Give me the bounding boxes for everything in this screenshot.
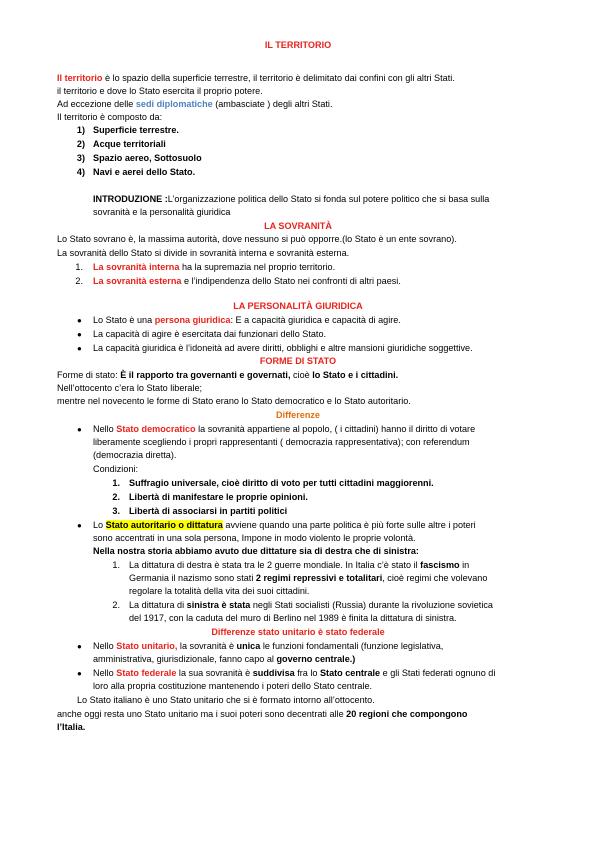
- text-span: amministrativa, giurisdizionale, fanno capo al: [93, 654, 277, 664]
- text-span: La dittatura di destra è stata tra le 2 guerre mondiale. In Italia c’è stato il: [129, 560, 421, 570]
- page-title: IL TERRITORIO: [264, 40, 332, 50]
- text-bold: unica: [236, 641, 261, 651]
- federale-line-3: Lo Stato italiano è uno Stato unitario che si è formato intorno all’ottocento.: [77, 695, 375, 705]
- term-persona-giuridica: persona giuridica: [154, 315, 231, 325]
- text-span: la sovranità è: [177, 641, 237, 651]
- list-item: La capacità di agire è esercitata dai funzionari dello Stato.: [93, 329, 327, 339]
- list-item: Superficie terrestre.: [93, 125, 179, 135]
- text-bold: suddivisa: [252, 668, 295, 678]
- text-bold: Stato centrale: [319, 668, 381, 678]
- dittatura-sinistra-line-2: del 1917, con la caduta del muro di Berlino nel 1989 è finita la dittatura di sinistra.: [129, 613, 457, 623]
- list-item: Libertà di manifestare le proprie opinioni.: [129, 492, 308, 502]
- term-stato-democratico: Stato democratico: [116, 424, 196, 434]
- list-item: Navi e aerei dello Stato.: [93, 167, 196, 177]
- list-item: Spazio aereo, Sottosuolo: [93, 153, 202, 163]
- list-number: 1.: [112, 560, 120, 570]
- text-bold: fascismo: [420, 560, 460, 570]
- sovranita-line-2: La sovranità dello Stato si divide in sovranità interna e sovranità esterna.: [57, 248, 350, 258]
- list-item: [93, 261, 335, 274]
- list-item: La capacità giuridica è l’idoneità ad avere diritti, obblighi e altre mansioni giuridiche soggettive.: [93, 343, 473, 353]
- text-span: le funzioni fondamentali (funzione legislativa,: [260, 641, 444, 651]
- unitario-line-2: [93, 653, 355, 666]
- text-span: in: [459, 560, 470, 570]
- list-item: Suffragio universale, cioè diritto di voto per tutti cittadini maggiorenni.: [129, 478, 434, 488]
- text-bold: 20 regioni che compongono: [346, 709, 468, 719]
- list-number: 1.: [112, 478, 120, 488]
- democratico-line-3: (democrazia diretta).: [93, 450, 177, 460]
- autoritario-line-1: [93, 519, 476, 532]
- dittatura-sinistra-line-1: [129, 599, 493, 612]
- text-span: e gli Stati federati ognuno di: [380, 668, 496, 678]
- introduzione-line-1: [93, 193, 489, 206]
- bullet-icon: ●: [77, 425, 82, 434]
- dittatura-destra-line-1: [129, 559, 469, 572]
- federale-line-2: loro alla propria costituzione mantenendo i poteri dello Stato centrale.: [93, 681, 373, 691]
- autoritario-line-2: sono accentrati in una sola persona, Impone in modo violento le proprie volontà.: [93, 533, 416, 543]
- list-number: 2.: [112, 492, 120, 502]
- term-stato-unitario: Stato unitario,: [116, 641, 178, 651]
- text-span: L’organizzazione politica dello Stato si fonda sul potere politico che si basa sulla: [167, 194, 490, 204]
- list-number: 2): [76, 139, 85, 149]
- intro-line-3: [57, 98, 332, 111]
- heading-personalita: LA PERSONALITÀ GIURIDICA: [233, 301, 363, 311]
- term-sovranita-esterna: La sovranità esterna: [93, 276, 182, 286]
- list-number: 1): [76, 125, 85, 135]
- list-item: Acque territoriali: [93, 139, 166, 149]
- text-span: la sovranità appartiene al popolo, ( i cittadini) hanno il diritto di votare: [195, 424, 476, 434]
- text-span: ha la supremazia nel proprio territorio.: [179, 262, 336, 272]
- term-sovranita-interna: La sovranità interna: [93, 262, 180, 272]
- text-span: Lo: [93, 520, 106, 530]
- list-item: [93, 275, 401, 288]
- term-sedi-diplomatiche: sedi diplomatiche: [135, 99, 213, 109]
- bullet-icon: ●: [77, 316, 82, 325]
- introduzione-label: INTRODUZIONE :: [93, 194, 168, 204]
- text-span: Nello: [93, 424, 117, 434]
- intro-line-2: il territorio e dove lo Stato esercita il proprio potere.: [57, 86, 263, 96]
- democratico-line-1: [93, 423, 475, 436]
- text-span: fra lo: [294, 668, 320, 678]
- intro-line-1: [57, 72, 455, 85]
- text-span: Forme di stato:: [57, 370, 121, 380]
- heading-differenze: Differenze: [276, 410, 320, 420]
- text-span: Germania il nazismo sono stati: [129, 573, 256, 583]
- list-number: 2.: [112, 600, 120, 610]
- list-number: 3.: [112, 506, 120, 516]
- autoritario-line-3: Nella nostra storia abbiamo avuto due dittature sia di destra che di sinistra:: [93, 546, 419, 556]
- text-bold: sinistra è stata: [186, 600, 251, 610]
- forme-line-2: Nell’ottocento c’era lo Stato liberale;: [57, 383, 203, 393]
- text-span: Lo Stato è una: [93, 315, 155, 325]
- introduzione-line-2: sovranità e la personalità giuridica: [93, 207, 231, 217]
- text-span: avviene quando una parte politica è più forte sulle altre i poteri: [222, 520, 476, 530]
- dittatura-destra-line-3: regolare la totalità della vita dei suoi cittadini.: [129, 586, 310, 596]
- text-span: : E a capacità giuridica e capacità di agire.: [230, 315, 401, 325]
- democratico-line-2: liberamente scegliendo i propri rappresentanti ( democrazia rappresentativa); con referendum: [93, 437, 470, 447]
- text-span: cioè: [290, 370, 313, 380]
- text-bold: lo Stato e i cittadini.: [312, 370, 399, 380]
- text-bold: governo centrale.): [276, 654, 356, 664]
- list-number: 1.: [75, 262, 83, 272]
- term-stato-autoritario: Stato autoritario o dittatura: [105, 520, 223, 530]
- term-stato-federale: Stato federale: [116, 668, 177, 678]
- text-span: (ambasciate ) degli altri Stati.: [212, 99, 333, 109]
- text-span: anche oggi resta uno Stato unitario ma i suoi poteri sono decentrati alle: [57, 709, 347, 719]
- intro-line-4: Il territorio è composto da:: [57, 112, 163, 122]
- list-number: 4): [76, 167, 85, 177]
- bullet-icon: ●: [77, 330, 82, 339]
- forme-line-3: mentre nel novecento le forme di Stato erano lo Stato democratico e lo Stato autoritario.: [57, 396, 411, 406]
- list-number: 3): [76, 153, 85, 163]
- federale-line-1: [93, 667, 495, 680]
- heading-unitario-federale: Differenze stato unitario è stato federale: [211, 627, 385, 637]
- dittatura-destra-line-2: [129, 572, 487, 585]
- bullet-icon: ●: [77, 669, 82, 678]
- bullet-icon: ●: [77, 521, 82, 530]
- sovranita-line-1: Lo Stato sovrano è, la massima autorità, dove nessuno si può opporre.(lo Stato è un ente sovrano).: [57, 234, 457, 244]
- text-span: Ad eccezione delle: [57, 99, 136, 109]
- heading-sovranita: LA SOVRANITÀ: [264, 221, 332, 231]
- closing-line-1: [57, 708, 467, 721]
- text-bold: 2 regimi repressivi e totalitari: [255, 573, 383, 583]
- text-span: La dittatura di: [129, 600, 187, 610]
- text-span: , cioè regimi che volevano: [382, 573, 488, 583]
- list-number: 2.: [75, 276, 83, 286]
- text-bold: È il rapporto tra governanti e governati,: [120, 370, 291, 380]
- text-span: negli Stati socialisti (Russia) durante la rivoluzione sovietica: [250, 600, 493, 610]
- text-span: è lo spazio della superficie terrestre, il territorio è delimitato dai confini con gli altri Stati.: [102, 73, 455, 83]
- text-span: Nello: [93, 668, 117, 678]
- bullet-icon: ●: [77, 642, 82, 651]
- list-item: Libertà di associarsi in partiti politici: [129, 506, 288, 516]
- text-span: la sua sovranità è: [176, 668, 253, 678]
- term-territorio: Il territorio: [57, 73, 103, 83]
- text-span: e l’indipendenza dello Stato nei confronti di altri paesi.: [181, 276, 401, 286]
- closing-line-2: l’Italia.: [57, 722, 86, 732]
- list-item: [93, 314, 401, 327]
- unitario-line-1: [93, 640, 443, 653]
- heading-forme: FORME DI STATO: [259, 356, 337, 366]
- text-span: Nello: [93, 641, 117, 651]
- bullet-icon: ●: [77, 344, 82, 353]
- forme-line-1: [57, 369, 398, 382]
- condizioni-label: Condizioni:: [93, 464, 138, 474]
